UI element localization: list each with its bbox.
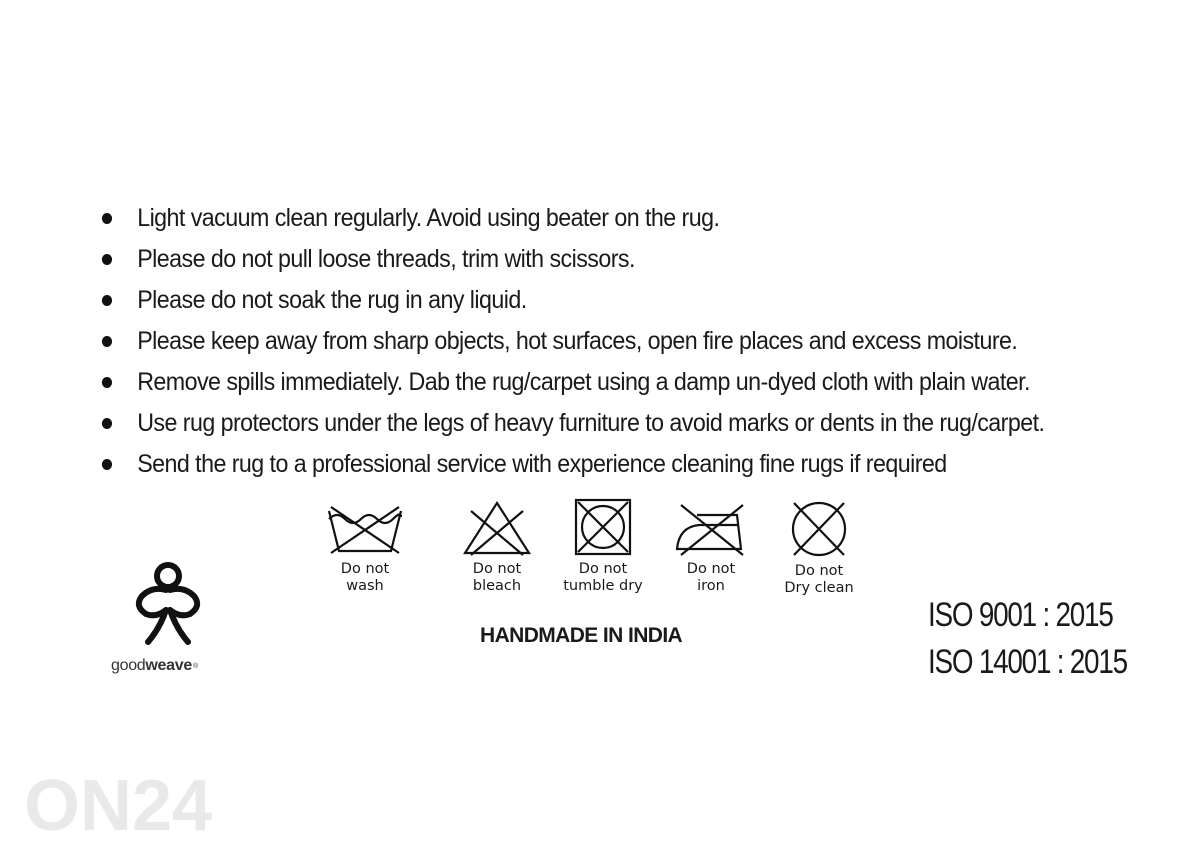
care-instructions-list [100, 198, 1120, 485]
bullet [102, 295, 112, 306]
care-symbol-label-line2: wash [346, 578, 384, 594]
care-symbol-dry-clean [764, 497, 874, 597]
care-instruction-item: Please do not soak the rug in any liquid. [100, 280, 1049, 321]
care-instruction-item: Please do not pull loose threads, trim with scissors. [100, 239, 1049, 280]
goodweave-logo-text: goodweave® [111, 657, 198, 674]
bullet [102, 336, 112, 347]
origin-label: HANDMADE IN INDIA [480, 624, 683, 647]
care-symbol-label-line1: Do not [472, 561, 522, 577]
care-symbol-label-line1: Do not [686, 561, 736, 577]
do-not-tumble-dry-icon [571, 497, 635, 557]
iso-14001-certification: ISO 14001 : 2015 [928, 643, 1127, 681]
care-symbol-wash [310, 497, 420, 595]
care-symbol-label-line2: iron [697, 578, 725, 594]
care-symbol-tumble-dry [548, 497, 658, 595]
bullet [102, 377, 112, 388]
watermark-text: ON24 [24, 766, 213, 844]
care-instruction-item: Use rug protectors under the legs of heavy furniture to avoid marks or dents in the rug/carpet. [100, 403, 1049, 444]
bullet [102, 459, 112, 470]
do-not-dry-clean-icon [786, 497, 852, 559]
care-symbol-iron [656, 497, 766, 595]
care-symbol-label-line2: tumble dry [563, 578, 643, 594]
bullet [102, 418, 112, 429]
care-symbol-label-line1: Do not [578, 561, 628, 577]
care-instruction-item: Send the rug to a professional service with experience cleaning fine rugs if required [100, 444, 1049, 485]
iso-9001-certification: ISO 9001 : 2015 [928, 596, 1113, 634]
care-symbol-label-line2: bleach [472, 578, 522, 594]
care-instruction-item: Please keep away from sharp objects, hot surfaces, open fire places and excess moisture. [100, 321, 1049, 362]
do-not-bleach-icon [461, 497, 533, 557]
do-not-iron-icon [671, 497, 751, 557]
on24-watermark [20, 764, 230, 844]
bullet [102, 254, 112, 265]
bullet [102, 213, 112, 224]
care-symbols [340, 497, 870, 607]
care-symbol-label-line1: Do not [794, 563, 844, 579]
care-instruction-item: Light vacuum clean regularly. Avoid using beater on the rug. [100, 198, 1049, 239]
care-symbol-label-line2: Dry clean [784, 580, 854, 596]
care-instruction-item: Remove spills immediately. Dab the rug/carpet using a damp un-dyed cloth with plain water. [100, 362, 1049, 403]
care-symbol-label-line1: Do not [340, 561, 390, 577]
do-not-wash-icon [323, 497, 407, 557]
care-symbol-bleach [442, 497, 552, 595]
